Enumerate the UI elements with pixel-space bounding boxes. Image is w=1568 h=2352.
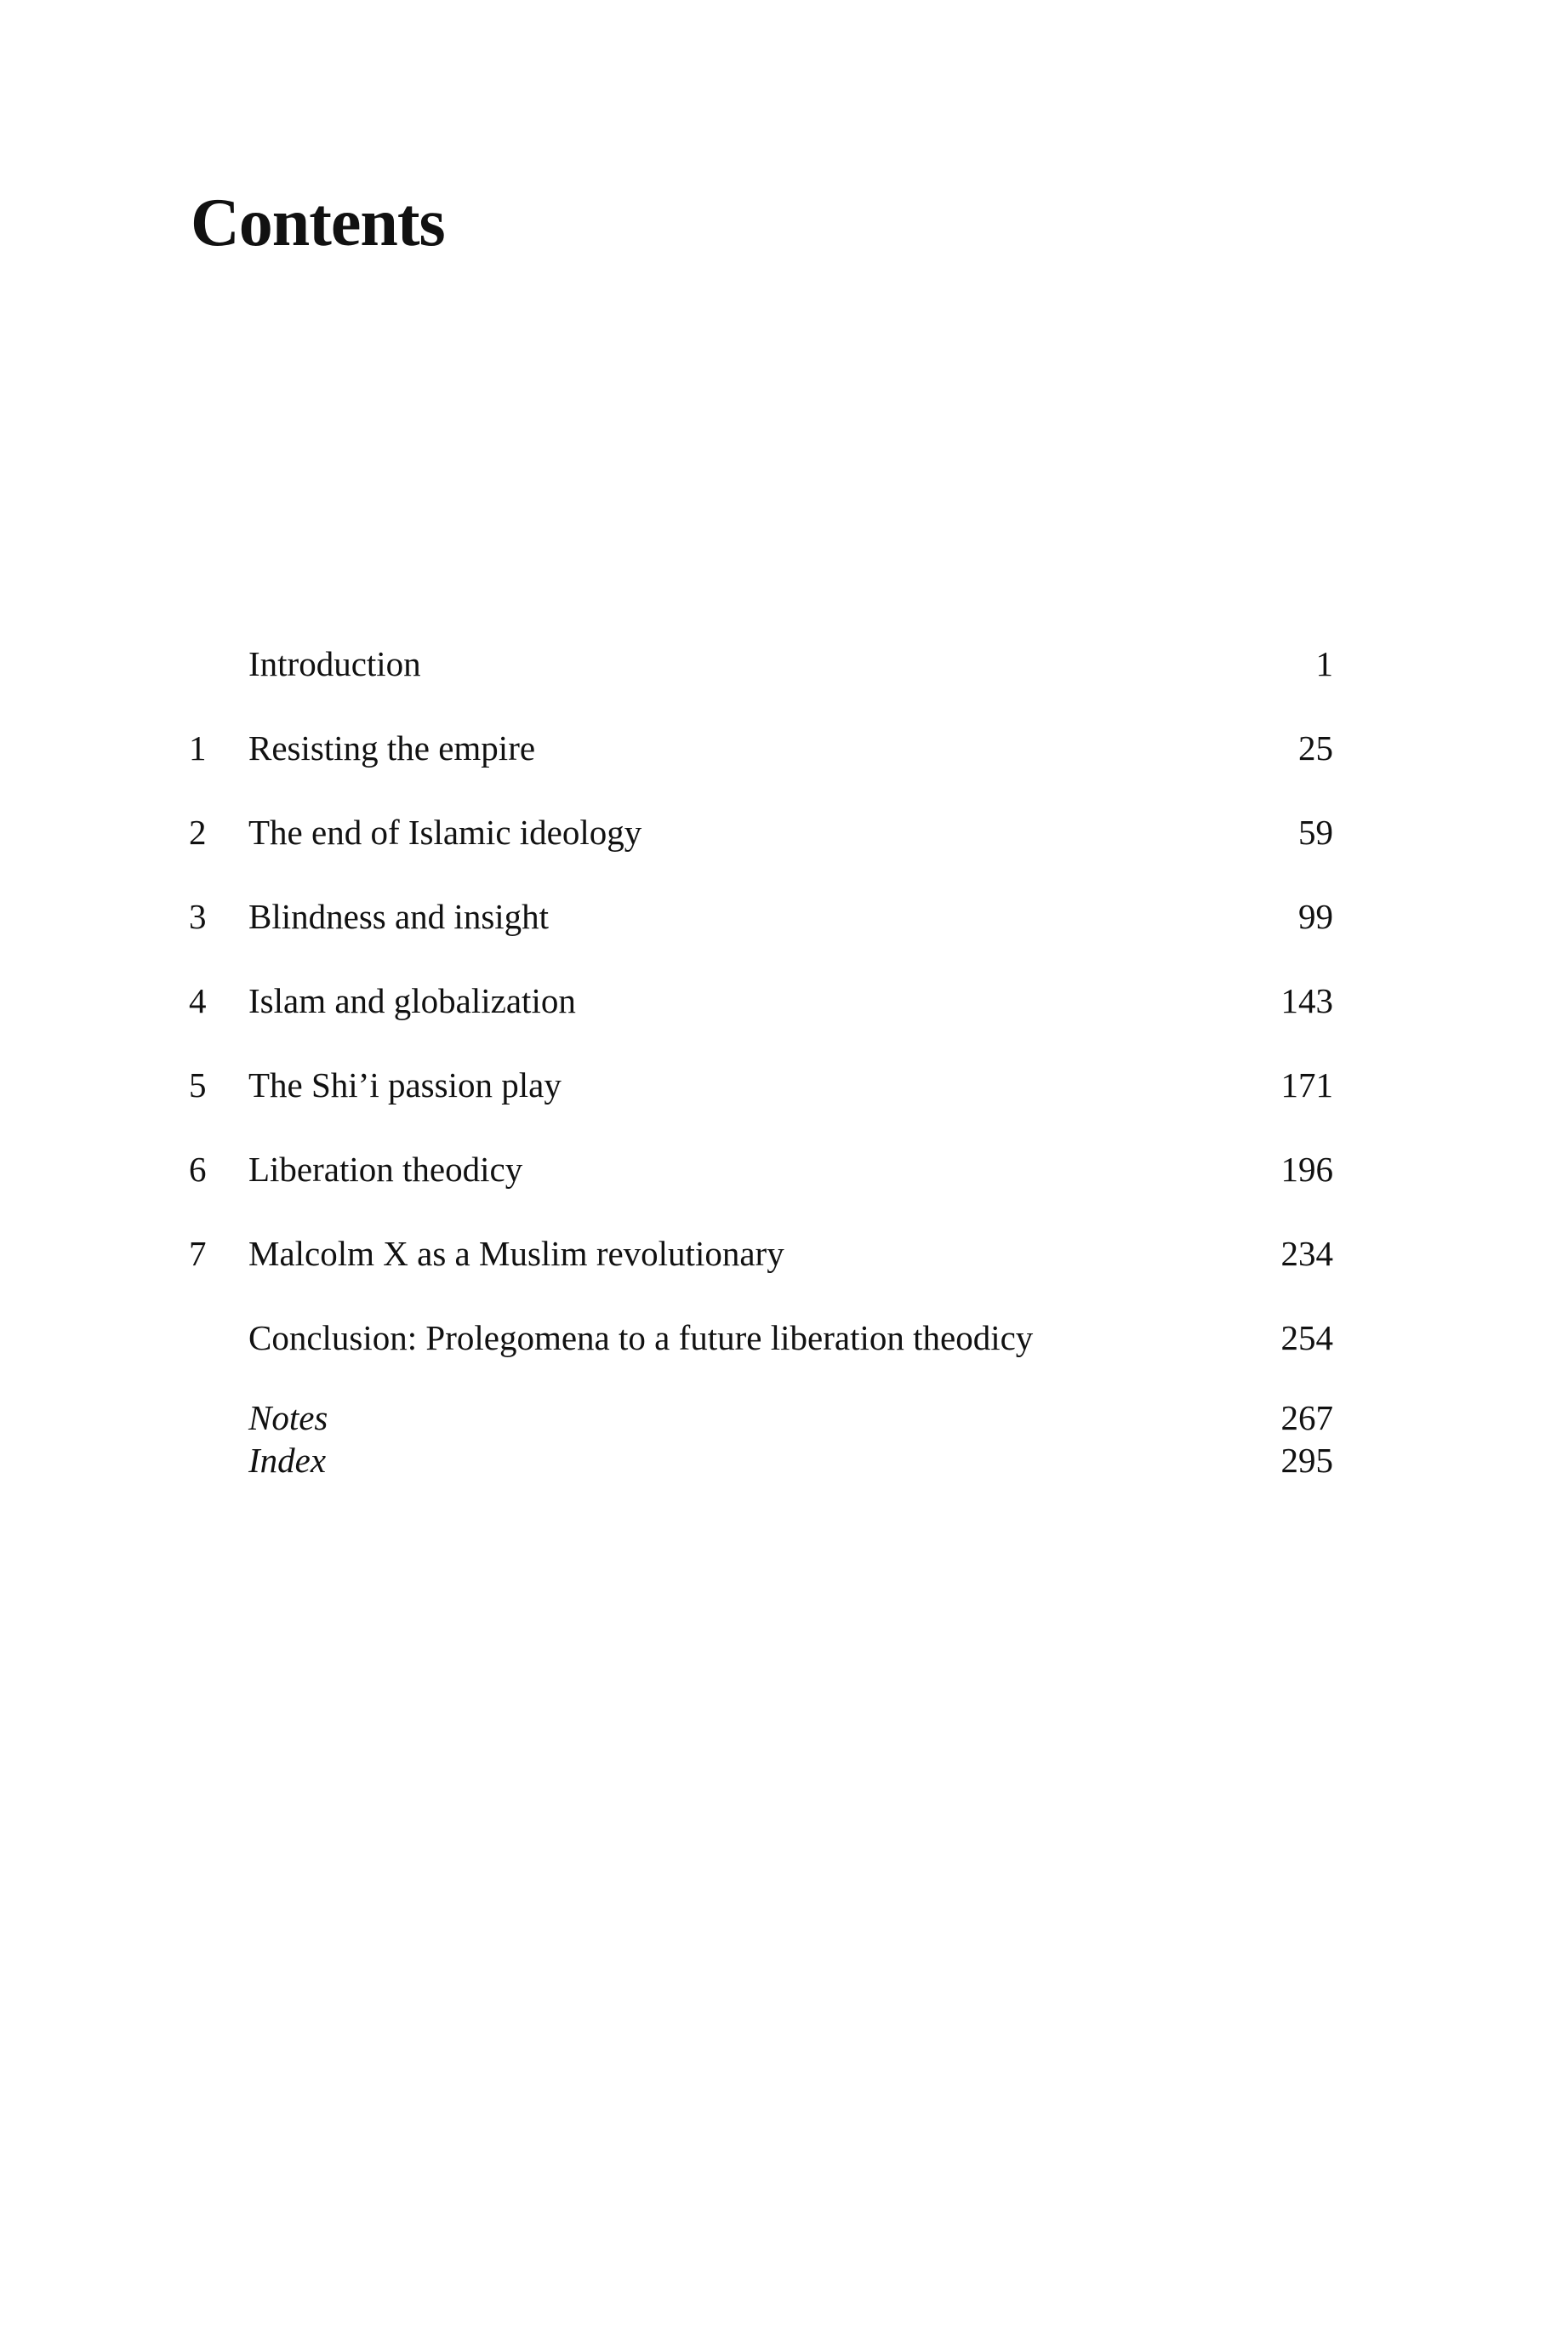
toc-entry-title: The Shi’i passion play — [248, 1065, 562, 1105]
toc-entry-chapter-6 — [0, 1144, 1568, 1195]
toc-entry-number: 7 — [189, 1234, 207, 1273]
toc-entry-chapter-2 — [0, 807, 1568, 858]
toc-entry-page: 295 — [1280, 1441, 1333, 1480]
toc-entry-page: 59 — [1298, 813, 1333, 852]
toc-entry-chapter-7 — [0, 1228, 1568, 1279]
toc-entry-title: Introduction — [248, 644, 421, 683]
toc-entry-title: Islam and globalization — [248, 981, 576, 1020]
toc-entry-page: 99 — [1298, 897, 1333, 936]
toc-entry-title: Liberation theodicy — [248, 1150, 523, 1189]
toc-entry-page: 143 — [1280, 981, 1333, 1020]
toc-entry-chapter-1 — [0, 722, 1568, 774]
toc-entry-title: Malcolm X as a Muslim revolutionary — [248, 1234, 784, 1273]
toc-entry-page: 234 — [1280, 1234, 1333, 1273]
toc-entry-number: 4 — [189, 981, 207, 1020]
toc-entry-number: 2 — [189, 813, 207, 852]
toc-entry-chapter-4 — [0, 975, 1568, 1026]
toc-entry-title: Index — [248, 1441, 327, 1480]
page-title: Contents — [191, 186, 445, 260]
toc-entry-page: 1 — [1315, 644, 1333, 683]
toc-entry-number: 6 — [189, 1150, 207, 1189]
toc-entry-page: 25 — [1298, 728, 1333, 768]
toc-entry-number: 1 — [189, 728, 207, 768]
toc-entry-title: Blindness and insight — [248, 897, 550, 936]
toc-entry-title: Conclusion: Prolegomena to a future liberation theodicy — [248, 1318, 1034, 1357]
toc-entry-number: 5 — [189, 1065, 207, 1105]
toc-entry-title: The end of Islamic ideology — [248, 813, 642, 852]
toc-entry-page: 267 — [1280, 1398, 1333, 1437]
toc-entry-page: 254 — [1280, 1318, 1333, 1357]
toc-entry-introduction — [0, 638, 1568, 689]
toc-entry-chapter-5 — [0, 1059, 1568, 1110]
toc-entry-number: 3 — [189, 897, 207, 936]
toc-entry-title: Resisting the empire — [248, 728, 536, 768]
toc-entry-index — [0, 1439, 1568, 1481]
toc-entry-chapter-3 — [0, 891, 1568, 942]
toc-entry-conclusion — [0, 1312, 1568, 1363]
toc-entry-title: Notes — [248, 1398, 328, 1437]
toc-entry-notes — [0, 1396, 1568, 1439]
toc-entry-page: 171 — [1280, 1065, 1333, 1105]
toc-entry-page: 196 — [1280, 1150, 1333, 1189]
